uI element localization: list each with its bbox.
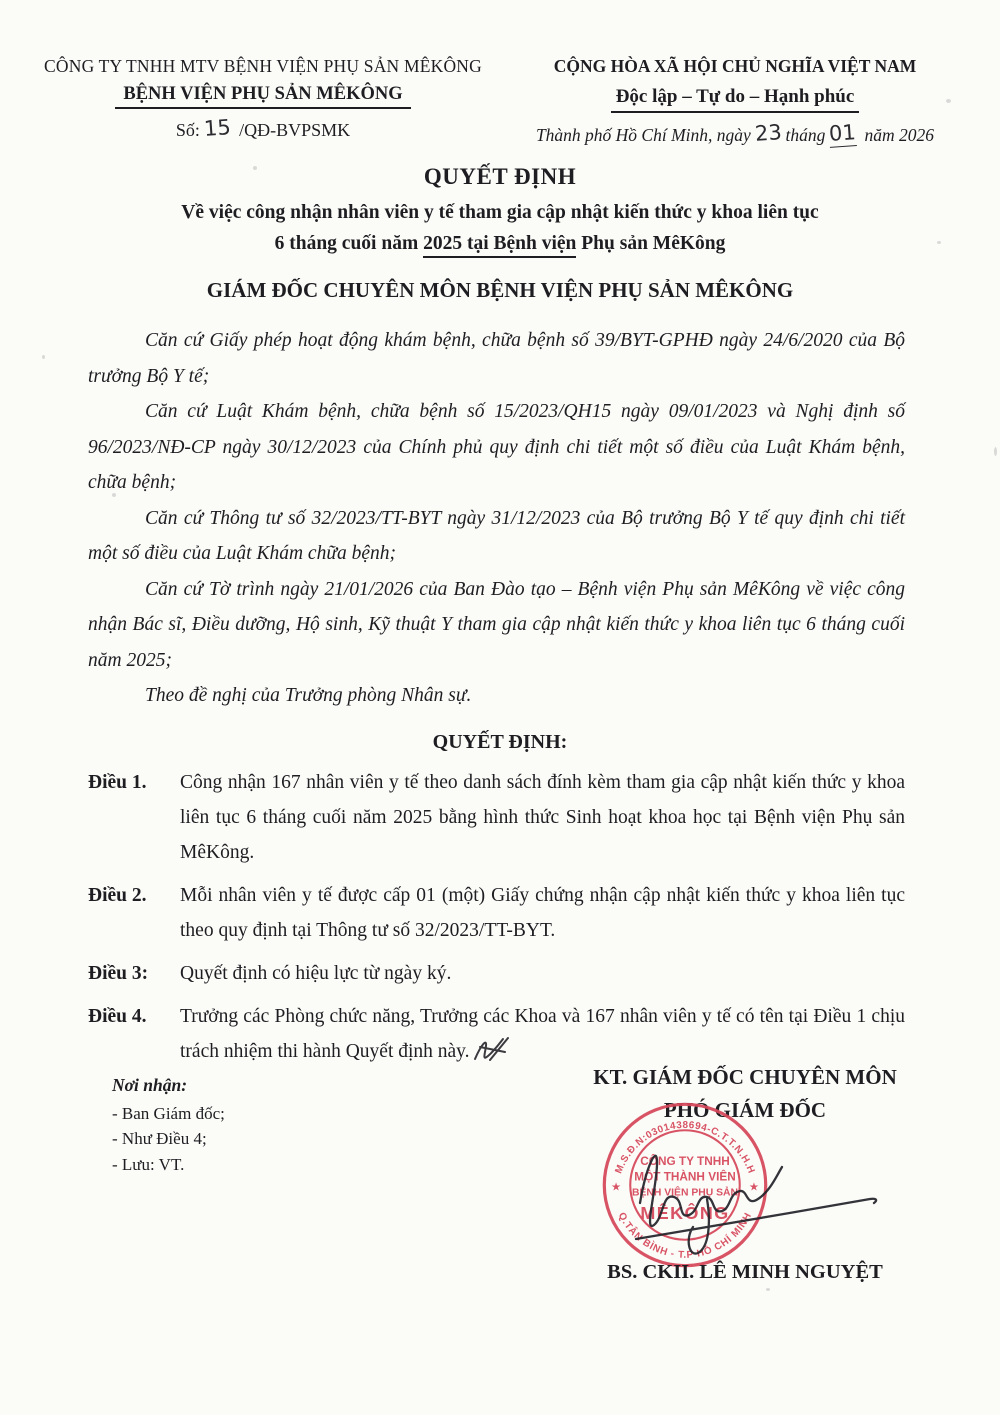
article-text: Quyết định có hiệu lực từ ngày ký.: [180, 962, 452, 984]
article-4: [88, 999, 905, 1069]
article-text-wrap: [180, 999, 905, 1069]
place-date-line: [504, 121, 966, 148]
article-label: Điều 4.: [88, 1005, 147, 1027]
handwritten-end-mark: [472, 1035, 512, 1063]
decides-heading: QUYẾT ĐỊNH:: [432, 730, 568, 753]
document-header: [0, 0, 1000, 148]
scan-speck: [253, 166, 257, 170]
article-2: [88, 878, 905, 948]
document-number-handwritten: 15: [203, 115, 232, 141]
scan-speck: [937, 241, 941, 244]
preamble: [88, 323, 905, 714]
recipient-item: - Ban Giám đốc;: [112, 1103, 225, 1123]
article-label: Điều 2.: [88, 884, 147, 906]
title-block: [0, 162, 1000, 305]
signer-name: BS. CKII. LÊ MINH NGUYỆT: [607, 1260, 883, 1283]
company-name: CÔNG TY TNHH MTV BỆNH VIỆN PHỤ SẢN MÊKÔNG: [44, 56, 482, 76]
article-label: Điều 3:: [88, 962, 149, 984]
stamp-center-line2: MỘT THÀNH VIÊN: [634, 1169, 736, 1183]
recipient-item: - Như Điều 4;: [112, 1129, 207, 1148]
national-header-block: [504, 54, 966, 148]
scan-speck: [112, 493, 116, 497]
stamp-star-left: ★: [611, 1181, 622, 1194]
document-number-line: [28, 116, 498, 143]
national-motto-line2: Độc lập – Tự do – Hạnh phúc: [611, 86, 860, 113]
article-3: [88, 956, 905, 991]
subject-line2: [0, 228, 1000, 259]
hospital-name: BỆNH VIỆN PHỤ SẢN MÊKÔNG: [115, 84, 410, 109]
scan-speck: [42, 355, 45, 359]
article-1: [88, 765, 905, 870]
date-year: năm 2026: [864, 125, 935, 145]
national-motto-line1: CỘNG HÒA XÃ HỘI CHỦ NGHĨA VIỆT NAM: [553, 56, 917, 76]
subject-line1: Về việc công nhận nhân viên y tế tham gia cập nhật kiến thức y khoa liên tục: [181, 202, 819, 223]
recipients-block: [112, 1075, 225, 1178]
preamble-paragraph: Căn cứ Luật Khám bệnh, chữa bệnh số 15/2023/QH15 ngày 09/01/2023 và Nghị định số 96/2023/NĐ-CP ngày 30/12/2023 của Chính phủ quy định chi tiết một số điều của Luật Khám bệnh, chữa bệnh;: [88, 401, 905, 493]
issuing-org-block: [28, 54, 498, 148]
articles: [88, 765, 905, 1069]
preamble-paragraph: Căn cứ Thông tư số 32/2023/TT-BYT ngày 31/12/2023 của Bộ trưởng Bộ Y tế quy định chi tiết một số điều của Luật Khám chữa bệnh;: [88, 507, 905, 564]
preamble-paragraph: Căn cứ Tờ trình ngày 21/01/2026 của Ban Đào tạo – Bệnh viện Phụ sản MêKông về việc công nhận Bác sĩ, Điều dưỡng, Hộ sinh, Kỹ thuật Y tham gia cập nhật kiến thức y khoa liên tục 6 tháng cuối năm 2025;: [88, 578, 905, 671]
date-day-handwritten: 23: [754, 120, 783, 146]
article-text: Công nhận 167 nhân viên y tế theo danh sách đính kèm tham gia cập nhật kiến thức y khoa liên tục 6 tháng cuối năm 2025 bằng hình thức Sinh hoạt khoa học tại Bệnh viện Phụ sản MêKông.: [180, 771, 905, 863]
stamp-center-line4: MÊKÔNG: [640, 1202, 730, 1223]
scan-speck: [946, 99, 951, 103]
article-label: Điều 1.: [88, 771, 147, 793]
signature-area: [0, 1063, 1000, 1415]
article-text: Mỗi nhân viên y tế được cấp 01 (một) Giấy chứng nhận cập nhật kiến thức y khoa liên tục theo quy định tại Thông tư số 32/2023/TT-BYT.: [180, 884, 905, 941]
stamp-ring-top-text: M.S.Đ.N:0301438694-C.T.T.N.H.H: [613, 1119, 757, 1175]
decision-title: QUYẾT ĐỊNH: [423, 164, 577, 189]
stamp-center-line1: CÔNG TY TNHH: [640, 1154, 730, 1168]
stamp-star-right: ★: [748, 1181, 759, 1194]
signature-ink: [612, 1115, 912, 1265]
scan-speck: [766, 1288, 770, 1291]
hospital-name-line: [28, 81, 498, 107]
scan-speck: [994, 447, 997, 456]
recipients-heading: Nơi nhận:: [112, 1074, 188, 1095]
issuing-authority: GIÁM ĐỐC CHUYÊN MÔN BỆNH VIỆN PHỤ SẢN MÊKÔNG: [206, 278, 794, 302]
stamp-ring-bottom-text: Q.TÂN BÌNH - T.P HỒ CHÍ MINH: [615, 1210, 755, 1261]
preamble-paragraph: Theo đề nghị của Trưởng phòng Nhân sự.: [145, 685, 472, 706]
signer-authority-line2: PHÓ GIÁM ĐỐC: [663, 1097, 827, 1122]
national-motto-line2-wrap: [504, 83, 966, 110]
preamble-paragraph: Căn cứ Giấy phép hoạt động khám bệnh, chữa bệnh số 39/BYT-GPHĐ ngày 24/6/2020 của Bộ trưởng Bộ Y tế;: [88, 330, 905, 387]
recipient-item: - Lưu: VT.: [112, 1154, 185, 1174]
subject-line2-post: Phụ sản MêKông: [576, 233, 726, 254]
subject-line2-pre: 6 tháng cuối năm: [274, 233, 424, 254]
date-month-handwritten: 01: [828, 120, 857, 146]
article-text: Trưởng các Phòng chức năng, Trưởng các Khoa và 167 nhân viên y tế có tên tại Điều 1 chịu trách nhiệm thi hành Quyết định này.: [180, 1005, 905, 1062]
date-month-label: tháng: [785, 125, 826, 145]
number-suffix: /QĐ-BVPSMK: [239, 120, 351, 140]
signer-authority-line1: KT. GIÁM ĐỐC CHUYÊN MÔN: [593, 1064, 897, 1089]
stamp-center-line3: BỆNH VIỆN PHỤ SẢN: [631, 1186, 739, 1198]
subject-line2-underlined: 2025 tại Bệnh viện: [423, 233, 576, 258]
date-prefix: Thành phố Hồ Chí Minh, ngày: [535, 125, 751, 145]
number-label: Số:: [175, 120, 200, 140]
